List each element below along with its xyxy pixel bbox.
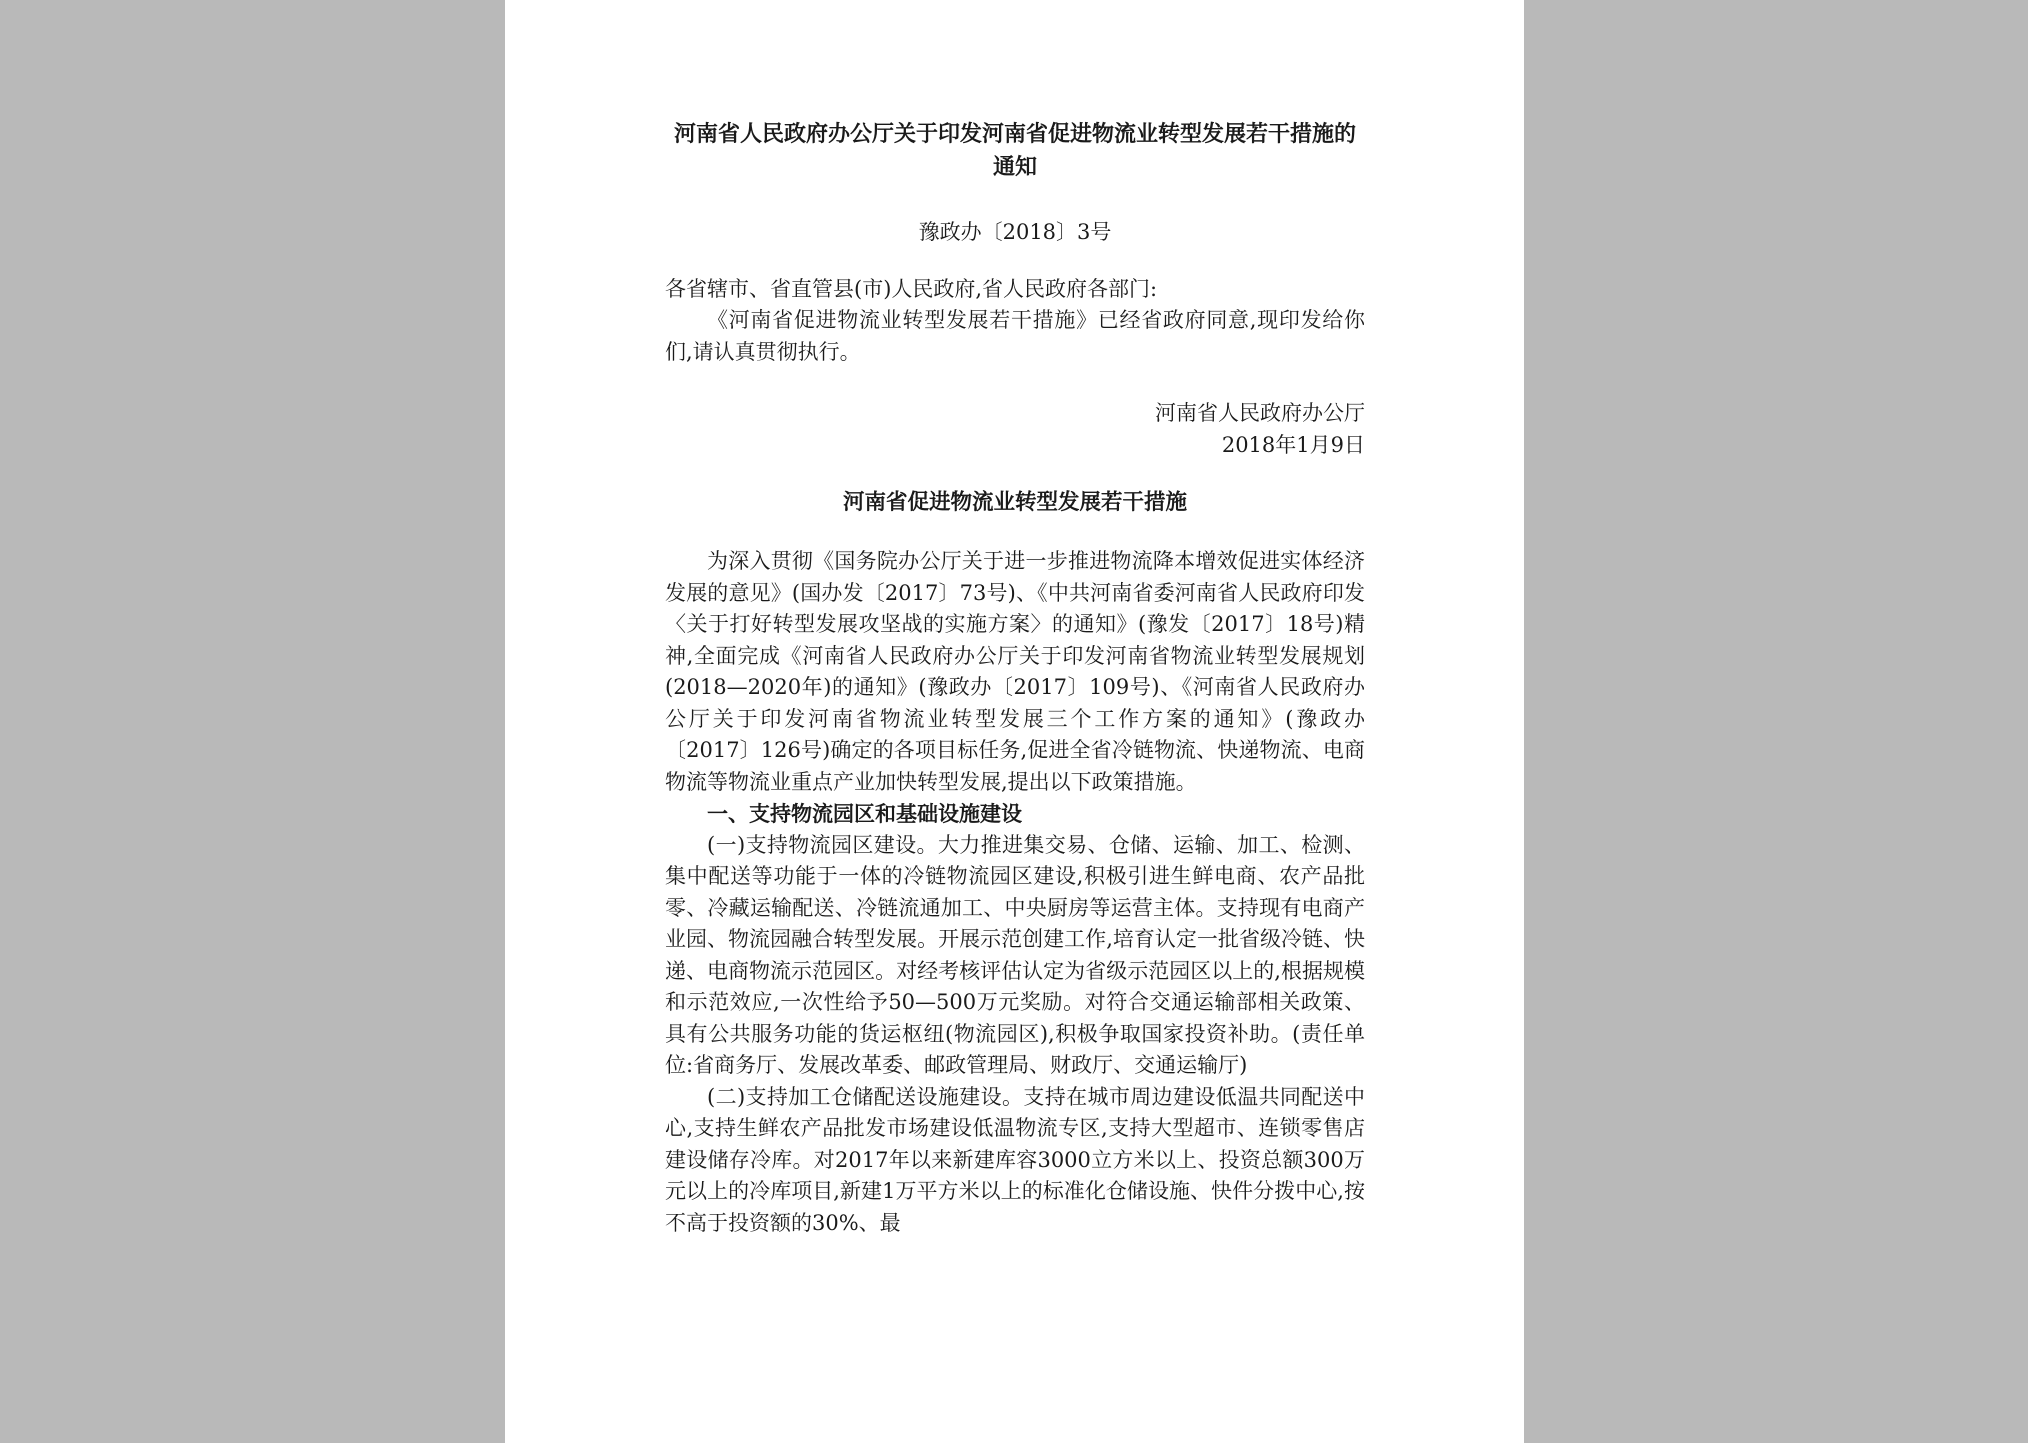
- item-paragraph-2: (二)支持加工仓储配送设施建设。支持在城市周边建设低温共同配送中心,支持生鲜农产品批发市场建设低温物流专区,支持大型超市、连锁零售店建设储存冷库。对2017年以来新建库容3000立方米以上、投资总额300万元以上的冷库项目,新建1万平方米以上的标准化仓储设施、快件分拨中心,按不高于投资额的30%、最: [665, 1084, 1365, 1235]
- signature-block: [665, 397, 1365, 461]
- salutation: 各省辖市、省直管县(市)人民政府,省人民政府各部门:: [665, 277, 1158, 301]
- intro-paragraph: 《河南省促进物流业转型发展若干措施》已经省政府同意,现印发给你们,请认真贯彻执行。: [665, 308, 1365, 364]
- section-heading: 一、支持物流园区和基础设施建设: [707, 801, 1022, 826]
- preamble-paragraph: 为深入贯彻《国务院办公厅关于进一步推进物流降本增效促进实体经济发展的意见》(国办发〔2017〕73号)、《中共河南省委河南省人民政府印发〈关于打好转型发展攻坚战的实施方案〉的通知》(豫发〔2017〕18号)精神,全面完成《河南省人民政府办公厅关于印发河南省物流业转型发展规划(2018—2020年)的通知》(豫政办〔2017〕109号)、《河南省人民政府办公厅关于印发河南省物流业转型发展三个工作方案的通知》(豫政办〔2017〕126号)确定的各项目标任务,促进全省冷链物流、快递物流、电商物流等物流业重点产业加快转型发展,提出以下政策措施。: [665, 549, 1365, 794]
- document-title: 河南省人民政府办公厅关于印发河南省促进物流业转型发展若干措施的通知: [673, 121, 1356, 180]
- issuer: 河南省人民政府办公厅: [1155, 401, 1365, 425]
- item-paragraph-1: (一)支持物流园区建设。大力推进集交易、仓储、运输、加工、检测、集中配送等功能于一体的冷链物流园区建设,积极引进生鲜电商、农产品批零、冷藏运输配送、冷链流通加工、中央厨房等运营主体。支持现有电商产业园、物流园融合转型发展。开展示范创建工作,培育认定一批省级冷链、快递、电商物流示范园区。对经考核评估认定为省级示范园区以上的,根据规模和示范效应,一次性给予50—500万元奖励。对符合交通运输部相关政策、具有公共服务功能的货运枢纽(物流园区),积极争取国家投资补助。(责任单位:省商务厅、发展改革委、邮政管理局、财政厅、交通运输厅): [665, 832, 1365, 1077]
- document-page: [505, 0, 1524, 1443]
- measures-title: 河南省促进物流业转型发展若干措施: [842, 490, 1187, 515]
- document-number: 豫政办〔2018〕3号: [918, 220, 1112, 244]
- issue-date: 2018年1月9日: [1221, 433, 1365, 457]
- document-content: [665, 118, 1365, 1239]
